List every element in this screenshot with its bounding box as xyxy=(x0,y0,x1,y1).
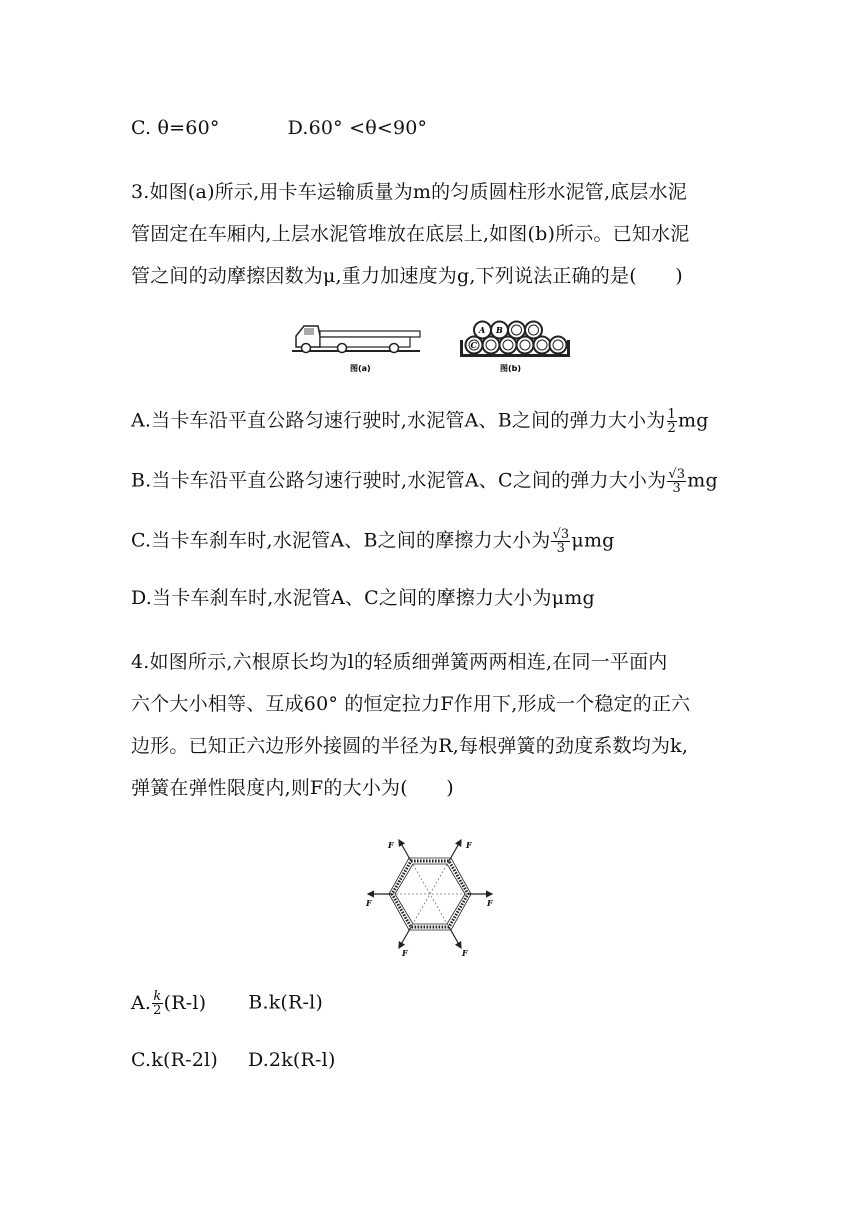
force-arrow-lower-right xyxy=(449,927,461,948)
pipe-top xyxy=(525,322,542,339)
q4-option-d: D.2k(R-l) xyxy=(247,1049,336,1071)
q4-stem-line3: 边形。已知正六边形外接圆的半径为R,每根弹簧的劲度系数均为k, xyxy=(131,735,689,757)
q4-options-row2 xyxy=(131,1048,336,1072)
fraction: $\frac{1}{2}$ xyxy=(667,407,676,436)
truck-wheel xyxy=(390,344,399,353)
q3-stem-line2: 管固定在车厢内,上层水泥管堆放在底层上,如图(b)所示。已知水泥 xyxy=(131,223,690,245)
pipe-label-c: C xyxy=(470,340,477,350)
pipe-top xyxy=(508,322,525,339)
truck-bed-floor xyxy=(460,354,570,357)
q3-option-a: A.当卡车沿平直公路匀速行驶时,水泥管A、B之间的弹力大小为 $\frac{1}{2}$ mg xyxy=(131,407,709,436)
hexagon-diagonals xyxy=(392,861,468,927)
figure-a-caption: 图(a) xyxy=(350,364,371,373)
q4-option-b: B.k(R-l) xyxy=(248,991,324,1014)
force-arrow-upper-left xyxy=(399,840,411,861)
figure-spring-hexagon xyxy=(360,830,500,958)
q4-option-a: A. $\frac{k}{2}$ (R-l) xyxy=(131,989,207,1018)
truck-wheel xyxy=(338,344,347,353)
force-label: F xyxy=(388,840,394,850)
truck-bed xyxy=(320,331,420,337)
fraction: $\frac{√3}{3}$ xyxy=(552,527,570,556)
q2-option-c: C. θ=60° xyxy=(131,117,220,139)
force-arrow-lower-left xyxy=(399,927,411,948)
force-arrow-upper-right xyxy=(449,840,461,861)
pipe-label-b: B xyxy=(496,325,503,335)
fraction: $\frac{√3}{3}$ xyxy=(668,467,686,496)
bed-side-right xyxy=(567,340,570,354)
q3-stem-line1: 3.如图(a)所示,用卡车运输质量为m的匀质圆柱形水泥管,底层水泥 xyxy=(131,181,687,203)
q3-option-c: C.当卡车刹车时,水泥管A、B之间的摩擦力大小为 $\frac{√3}{3}$ μmg xyxy=(131,527,615,556)
pipe-label-a: A xyxy=(479,325,486,335)
pipe-bottom xyxy=(550,337,567,354)
truck-wheel xyxy=(302,344,311,353)
q3-stem-line3: 管之间的动摩擦因数为μ,重力加速度为g,下列说法正确的是( ) xyxy=(131,265,683,287)
q4-options-row1 xyxy=(131,990,323,1017)
figure-a-truck xyxy=(290,318,425,378)
force-label: F xyxy=(402,948,408,958)
q4-stem-line1: 4.如图所示,六根原长均为l的轻质细弹簧两两相连,在同一平面内 xyxy=(131,651,668,673)
road-line xyxy=(292,350,420,352)
force-label: F xyxy=(466,840,472,850)
figure-b-pipes xyxy=(458,318,573,378)
force-label: F xyxy=(462,948,468,958)
q4-option-c: C.k(R-2l) xyxy=(131,1049,218,1071)
force-label: F xyxy=(366,898,372,908)
bed-side-left xyxy=(460,340,463,354)
q2-option-d: D.60° <θ<90° xyxy=(287,117,428,139)
q2-options-row xyxy=(131,116,427,140)
q3-option-b: B.当卡车沿平直公路匀速行驶时,水泥管A、C之间的弹力大小为 $\frac{√3}{3}$ mg xyxy=(131,467,718,496)
force-label: F xyxy=(487,898,493,908)
figure-b-caption: 图(b) xyxy=(500,364,522,373)
q3-option-d: D.当卡车刹车时,水泥管A、C之间的摩擦力大小为μmg xyxy=(131,587,595,609)
truck-window xyxy=(304,328,314,335)
q4-stem-line2: 六个大小相等、互成60° 的恒定拉力F作用下,形成一个稳定的正六 xyxy=(131,693,691,715)
fraction: $\frac{k}{2}$ xyxy=(153,989,162,1018)
q4-stem-line4: 弹簧在弹性限度内,则F的大小为( ) xyxy=(131,777,454,799)
